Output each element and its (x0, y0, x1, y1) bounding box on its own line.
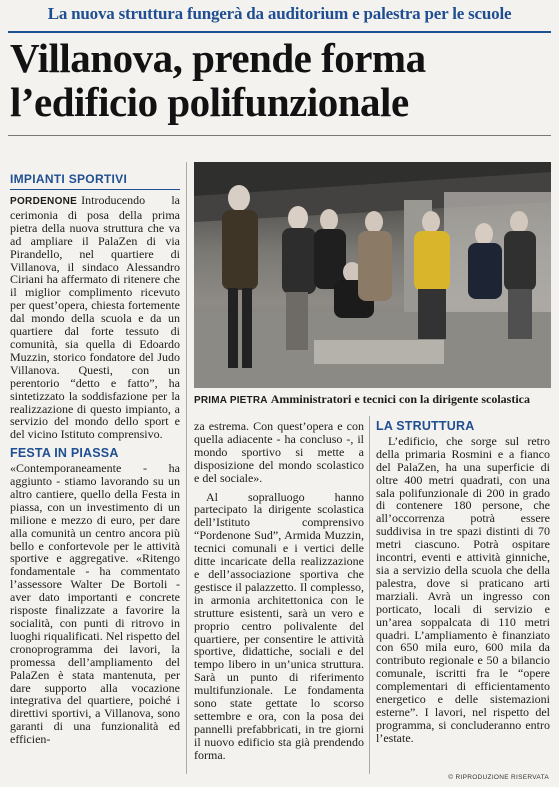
copyright-footer: © RIPRODUZIONE RISERVATA (448, 774, 549, 781)
headline-rule (8, 135, 551, 136)
subhead-la-struttura: LA STRUTTURA (376, 420, 475, 433)
subhead-festa-in-piassa: FESTA IN PIASSA (10, 446, 119, 461)
dateline: PORDENONE (10, 196, 78, 207)
col3-paragraph-1: L’edificio, che sorge sul retro della primaria Rosmini e a fianco del PalaZen, ha una superficie di oltre 400 metri quadrati, con una sala polifunzionale di 200 in grado di contenere 180 persone, che all’occorrenza potrà essere suddivisa in tre spazi distinti di 70 metri ciascuno. Potrà ospitare incontri, eventi e attività ginniche, sia a servizio della scuola che della palestra, dove si praticano arti marziali. Avrà un ingresso con porticato, locali di servizio e un’area soppalcata di 110 metri quadri. L’ampliamento è finanziato con 650 mila euro, 600 mila da contributo regionale e 50 a bilancio comunale, iscritti fra le “opere complementari di efficientamento energetico e delle sistemazioni esterne”. I lavori, nel rispetto del programma, si concluderanno entro l’estate. (376, 433, 550, 745)
column-separator-2 (369, 416, 370, 774)
col2-paragraph-1: za estrema. Con quest’opera e con quella adiacente - ha concluso -, il mondo sportivo si mette a disposizione del mondo scolastico e del sociale». (194, 420, 364, 485)
caption-text: Amministratori e tecnici con la dirigente scolastica (270, 392, 530, 406)
photo-caption (194, 392, 551, 407)
col1-paragraph-1-text: Introducendo la cerimonia di posa della prima pietra della nuova struttura che va ad ampliare il PalaZen di via Pirandello, nel quartiere di Villanova, il sindaco Alessandro Ciriani ha affermato di ritenere che il miglior complimento ricevuto per quest’opera, chiesta fortemente dal mondo della scuola e da un quartiere dal forte tessuto di comunità, sia quella di Edoardo Muzzin, storico fondatore del Judo Villanova. Questi, con un perentorio “detto e fatto”, ha sintetizzato la soddisfazione per la realizzazione di questo impianto, a servizio del mondo dello sport e del vicino Istituto comprensivo. (10, 194, 180, 442)
group-photo-icon (194, 162, 551, 388)
article-column-1 (10, 194, 180, 780)
headline-line-1: Villanova, prende forma (10, 35, 426, 81)
caption-tag: PRIMA PIETRA (194, 395, 268, 406)
group-photo (194, 162, 551, 388)
section-tag: IMPIANTI SPORTIVI (10, 172, 128, 186)
col1-paragraph-1 (10, 194, 180, 441)
section-tag-rule (10, 189, 180, 190)
headline-line-2: l’edificio polifunzionale (10, 79, 409, 125)
col2-paragraph-2: Al sopralluogo hanno partecipato la dirigente scolastica dell’Istituto comprensivo “Pordenone Sud”, Armida Muzzin, tecnici comunali e i vertici delle ditte incaricate della realizzazione e dell’associazione sportiva che gestisce il palazzetto. Il complesso, in armonia architettonica con le strutture esistenti, sarà un vero e proprio centro polivalente del quartiere, per consentire le attività sportive, didattiche, sociali e del tempo libero in un’unica struttura. Sarà un punto di riferimento multifunzionale. Le fondamenta sono state gettate lo scorso settembre e ora, con la posa dei pannelli prefabbricati, in tre giorni il nuovo edificio sta già prendendo forma. (194, 489, 364, 762)
article-column-3 (376, 420, 550, 775)
column-separator (186, 162, 187, 774)
article-column-2 (194, 420, 364, 775)
col1-paragraph-2: «Contemporaneamente - ha aggiunto - stiamo lavorando su un altro cantiere, quello della Festa in piassa, con un investimento di un milione e mezzo di euro, per dare alla comunità un centro ancora più bello e confortevole per le attività sportive e aggregative. «Ritengo fondamentale - ha commentato l’assessore Walter De Bortoli - aver dato importanti e concrete risposte finalizzate a favorire la socialità, con punti di ritrovo in luoghi riqualificati. Nel rispetto del cronoprogramma dei lavori, la promessa dell’ampliamento del PalaZen è stata mantenuta, per dare supporto alla vocazione integrativa del quartiere, poiché i direttivi sportivi, a Villanova, sono garanti di una funzionalità ed efficien- (10, 461, 180, 747)
kicker: La nuova struttura fungerà da auditorium e palestra per le scuole (47, 4, 512, 23)
headline (10, 36, 551, 124)
top-rule (8, 31, 551, 33)
